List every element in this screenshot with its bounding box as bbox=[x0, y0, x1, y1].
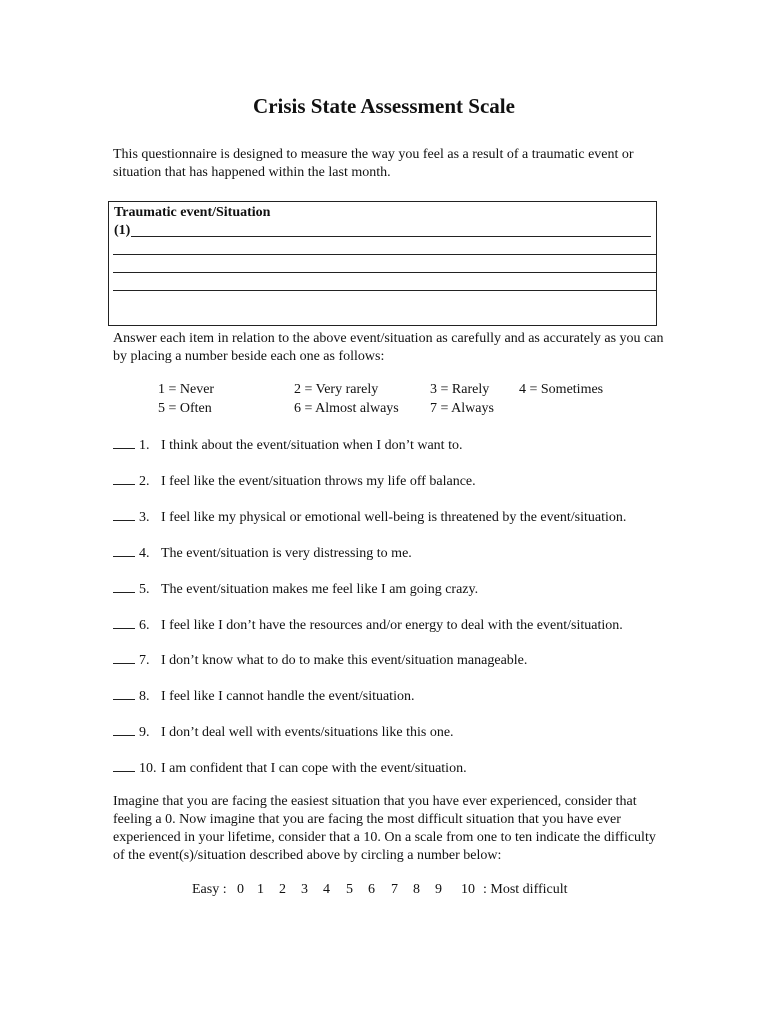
question-item bbox=[113, 616, 623, 634]
question-text: I feel like the event/situation throws my life off balance. bbox=[161, 474, 476, 489]
question-text: I think about the event/situation when I don’t want to. bbox=[161, 438, 463, 453]
rating-option[interactable]: 0 bbox=[237, 882, 244, 897]
question-number: 2. bbox=[139, 474, 150, 489]
scale-key-entry: 2 = Very rarely bbox=[294, 382, 379, 397]
scale-key-entry: 6 = Almost always bbox=[294, 401, 399, 416]
question-text: I feel like I don’t have the resources and/or energy to deal with the event/situation. bbox=[161, 618, 623, 633]
question-number: 4. bbox=[139, 546, 150, 561]
rating-option[interactable]: 10 bbox=[461, 882, 475, 897]
question-text: The event/situation is very distressing to me. bbox=[161, 546, 412, 561]
question-number: 7. bbox=[139, 653, 150, 668]
page-title: Crisis State Assessment Scale bbox=[253, 94, 515, 118]
answer-blank[interactable] bbox=[113, 472, 135, 485]
scale-key-entry: 7 = Always bbox=[430, 401, 494, 416]
event-number-marker: (1) bbox=[114, 223, 131, 238]
question-item bbox=[113, 508, 626, 526]
question-text: The event/situation makes me feel like I am going crazy. bbox=[161, 582, 479, 597]
answer-blank[interactable] bbox=[113, 651, 135, 664]
question-text: I feel like my physical or emotional well-being is threatened by the event/situation. bbox=[161, 510, 627, 525]
question-item bbox=[113, 723, 454, 741]
rating-low-label: Easy : bbox=[192, 882, 227, 897]
difficulty-instructions: Imagine that you are facing the easiest situation that you have ever experienced, consider that feeling a 0. Now imagine that you are facing the most difficult situation that you have ever experienced in your lifetime, consider that a 10. On a scale from one to ten indicate the difficulty of the event(s)/situation described above by circling a number below: bbox=[113, 794, 656, 863]
scale-key-entry: 3 = Rarely bbox=[430, 382, 490, 397]
answer-blank[interactable] bbox=[113, 580, 135, 593]
instructions-paragraph: Answer each item in relation to the above event/situation as carefully and as accurately as you can by placing a number beside each one as follows: bbox=[113, 331, 664, 364]
event-write-line[interactable] bbox=[113, 290, 656, 291]
question-item bbox=[113, 759, 467, 777]
rating-option[interactable]: 4 bbox=[323, 882, 330, 897]
event-write-line[interactable] bbox=[113, 254, 656, 255]
question-number: 3. bbox=[139, 510, 150, 525]
answer-blank[interactable] bbox=[113, 544, 135, 557]
rating-option[interactable]: 1 bbox=[257, 882, 264, 897]
intro-paragraph: This questionnaire is designed to measure the way you feel as a result of a traumatic event or situation that has happened within the last month. bbox=[113, 147, 634, 180]
rating-option[interactable]: 3 bbox=[301, 882, 308, 897]
question-item bbox=[113, 472, 476, 490]
answer-blank[interactable] bbox=[113, 723, 135, 736]
question-item bbox=[113, 687, 414, 705]
question-number: 1. bbox=[139, 438, 150, 453]
rating-option[interactable]: 6 bbox=[368, 882, 375, 897]
question-item bbox=[113, 580, 478, 598]
scale-key-entry: 5 = Often bbox=[158, 401, 212, 416]
scale-key-entry: 4 = Sometimes bbox=[519, 382, 604, 397]
question-item bbox=[113, 651, 527, 669]
scale-key-entry: 1 = Never bbox=[158, 382, 215, 397]
question-number: 9. bbox=[139, 725, 150, 740]
question-item bbox=[113, 436, 462, 454]
rating-option[interactable]: 5 bbox=[346, 882, 353, 897]
answer-blank[interactable] bbox=[113, 616, 135, 629]
rating-option[interactable]: 8 bbox=[413, 882, 420, 897]
question-number: 5. bbox=[139, 582, 150, 597]
answer-blank[interactable] bbox=[113, 436, 135, 449]
question-number: 8. bbox=[139, 689, 150, 704]
event-write-line[interactable] bbox=[113, 272, 656, 273]
rating-option[interactable]: 7 bbox=[391, 882, 398, 897]
answer-blank[interactable] bbox=[113, 759, 135, 772]
question-text: I don’t deal well with events/situations like this one. bbox=[161, 725, 454, 740]
answer-blank[interactable] bbox=[113, 687, 135, 700]
event-write-line[interactable] bbox=[131, 236, 651, 237]
question-number: 6. bbox=[139, 618, 150, 633]
rating-high-label: : Most difficult bbox=[483, 882, 568, 897]
rating-option[interactable]: 9 bbox=[435, 882, 442, 897]
question-item bbox=[113, 544, 412, 562]
rating-option[interactable]: 2 bbox=[279, 882, 286, 897]
event-box-label: Traumatic event/Situation bbox=[114, 205, 271, 220]
traumatic-event-box bbox=[108, 201, 657, 326]
question-text: I feel like I cannot handle the event/situation. bbox=[161, 689, 415, 704]
question-number: 10. bbox=[139, 761, 157, 776]
question-text: I don’t know what to do to make this event/situation manageable. bbox=[161, 653, 528, 668]
answer-blank[interactable] bbox=[113, 508, 135, 521]
question-text: I am confident that I can cope with the event/situation. bbox=[161, 761, 467, 776]
